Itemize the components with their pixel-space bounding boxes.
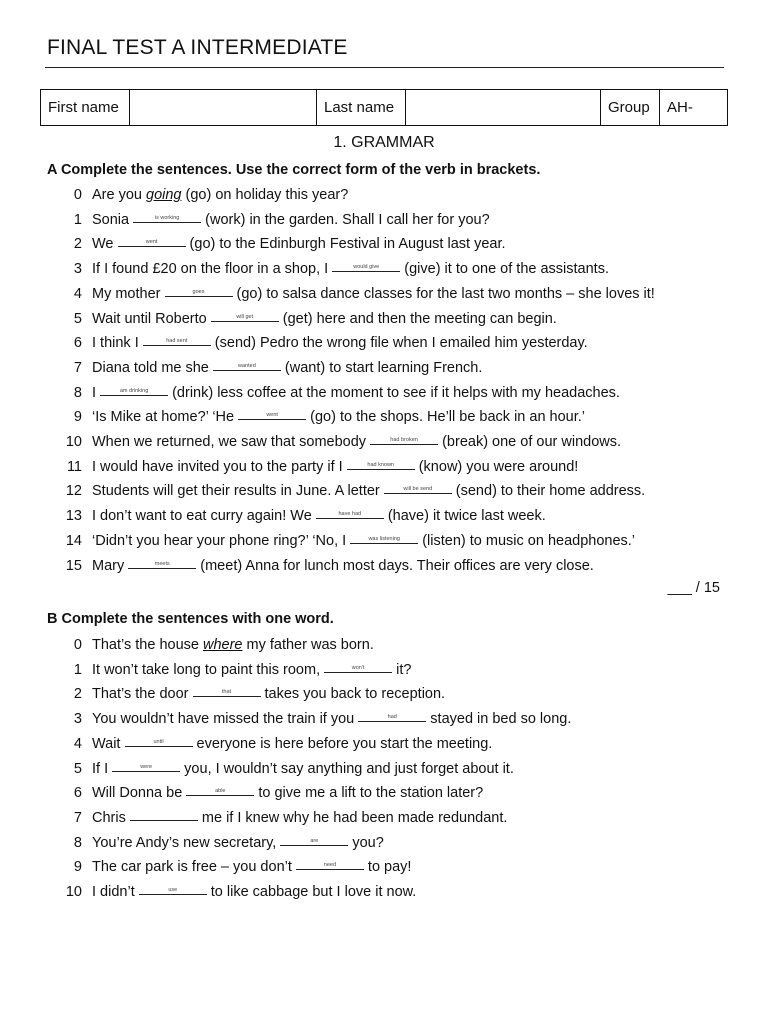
question-text: Are you going (go) on holiday this year?	[92, 187, 349, 203]
question-row	[0, 832, 768, 854]
example-answer: where	[202, 637, 243, 653]
part-b-heading: B Complete the sentences with one word.	[47, 611, 334, 627]
answer-blank[interactable]	[370, 432, 438, 447]
section-heading: 1. GRAMMAR	[333, 134, 435, 151]
last-name-label: Last name	[317, 90, 406, 126]
question-text: Wait until everyone is here before you start the meeting.	[92, 733, 492, 755]
question-number: 5	[73, 310, 82, 327]
question-text: I think I had sent (send) Pedro the wrong file when I emailed him yesterday.	[92, 332, 588, 354]
student-info-table	[40, 89, 728, 126]
answer-blank[interactable]	[280, 832, 348, 847]
question-number: 2	[73, 686, 82, 703]
handwritten-answer: able	[215, 788, 226, 795]
question-row	[0, 332, 768, 354]
part-a-heading: A Complete the sentences. Use the correct form of the verb in brackets.	[47, 162, 541, 178]
answer-blank[interactable]	[118, 234, 186, 249]
question-number: 9	[73, 859, 82, 876]
handwritten-answer: are	[310, 837, 319, 844]
question-row	[0, 258, 768, 280]
question-row	[0, 733, 768, 755]
question-text: When we returned, we saw that somebody had broken (break) one of our windows.	[92, 431, 621, 453]
question-text: It won’t take long to paint this room, won't it?	[92, 659, 411, 681]
answer-blank[interactable]	[296, 857, 364, 872]
question-number: 7	[73, 359, 82, 376]
question-number: 13	[65, 508, 82, 525]
last-name-field[interactable]	[406, 90, 601, 126]
handwritten-answer: am drinking	[119, 387, 149, 394]
question-number: 0	[73, 637, 82, 653]
question-number: 6	[73, 785, 82, 802]
handwritten-answer: were	[140, 763, 153, 770]
question-row	[0, 283, 768, 305]
question-row	[0, 382, 768, 404]
question-row	[0, 758, 768, 780]
question-row	[0, 480, 768, 502]
answer-blank[interactable]	[100, 382, 168, 397]
question-text: ‘Is Mike at home?’ ‘He went (go) to the shops. He’ll be back in an hour.’	[92, 406, 585, 428]
answer-blank[interactable]	[165, 283, 233, 298]
question-row	[0, 308, 768, 330]
question-number: 15	[65, 557, 82, 574]
answer-blank[interactable]	[213, 357, 281, 372]
handwritten-answer: meets	[154, 560, 170, 567]
answer-blank[interactable]	[332, 259, 400, 274]
question-row	[0, 456, 768, 478]
handwritten-answer: went	[266, 412, 278, 419]
handwritten-answer: had	[387, 714, 397, 721]
question-text: If I were you, I wouldn’t say anything and just forget about it.	[92, 758, 514, 780]
answer-blank[interactable]	[350, 530, 418, 545]
question-number: 1	[73, 211, 82, 228]
question-row	[0, 530, 768, 552]
answer-blank[interactable]	[143, 333, 211, 348]
answer-blank[interactable]	[347, 456, 415, 471]
answer-blank[interactable]	[130, 807, 198, 822]
handwritten-answer: use	[168, 887, 178, 893]
question-text: I am drinking (drink) less coffee at the moment to see if it helps with my headaches.	[92, 382, 620, 404]
question-text: I would have invited you to the party if I had known (know) you were around!	[92, 456, 578, 478]
question-row	[0, 406, 768, 428]
handwritten-answer: will be send	[403, 486, 433, 493]
question-row	[0, 881, 768, 903]
answer-blank[interactable]	[139, 882, 207, 897]
question-text: We went (go) to the Edinburgh Festival in August last year.	[92, 233, 506, 255]
handwritten-answer: wanted	[238, 362, 256, 369]
question-text: You’re Andy’s new secretary, are you?	[92, 832, 384, 854]
handwritten-answer: was listening	[368, 535, 400, 542]
question-number: 8	[73, 834, 82, 851]
question-text: If I found £20 on the floor in a shop, I would give (give) it to one of the assistants.	[92, 258, 609, 280]
question-text: You wouldn’t have missed the train if you had stayed in bed so long.	[92, 708, 571, 730]
question-number: 4	[73, 285, 82, 302]
question-text: Diana told me she wanted (want) to start learning French.	[92, 357, 482, 379]
example-answer: going	[146, 187, 182, 203]
handwritten-answer: is working	[154, 214, 180, 221]
handwritten-answer: won't	[351, 664, 365, 671]
answer-blank[interactable]	[384, 481, 452, 496]
question-row	[0, 431, 768, 453]
group-label: Group	[601, 90, 660, 126]
question-text: Students will get their results in June. A letter will be send (send) to their home address.	[92, 480, 645, 502]
question-text: That’s the door that takes you back to reception.	[92, 683, 445, 705]
handwritten-answer: had sent	[166, 338, 188, 345]
handwritten-answer: will get	[236, 313, 254, 320]
answer-blank[interactable]	[112, 758, 180, 773]
test-title: FINAL TEST A INTERMEDIATE	[47, 36, 348, 59]
first-name-label: First name	[41, 90, 130, 126]
answer-blank[interactable]	[211, 308, 279, 323]
answer-blank[interactable]	[238, 407, 306, 422]
handwritten-answer: that	[221, 689, 232, 696]
answer-blank[interactable]	[193, 684, 261, 699]
question-row	[0, 555, 768, 577]
question-number: 3	[73, 261, 82, 278]
question-row	[0, 233, 768, 255]
question-text: Wait until Roberto will get (get) here and then the meeting can begin.	[92, 308, 557, 330]
question-row	[0, 209, 768, 231]
handwritten-answer: had known	[367, 461, 394, 468]
question-text: Sonia is working (work) in the garden. Shall I call her for you?	[92, 209, 490, 231]
question-text: That’s the house where my father was born.	[92, 637, 374, 653]
title-divider	[45, 67, 724, 68]
question-row	[0, 708, 768, 730]
question-row	[0, 634, 768, 656]
question-number: 4	[73, 735, 82, 752]
answer-blank[interactable]	[186, 783, 254, 798]
question-number: 12	[65, 483, 82, 500]
answer-blank[interactable]	[133, 209, 201, 224]
question-number: 10	[65, 884, 82, 900]
question-number: 0	[73, 187, 82, 203]
question-row	[0, 357, 768, 379]
answer-blank[interactable]	[324, 659, 392, 674]
answer-blank[interactable]	[358, 709, 426, 724]
part-a-score: ___ / 15	[667, 580, 720, 596]
question-number: 2	[73, 236, 82, 253]
question-number: 7	[73, 809, 82, 826]
question-row	[0, 505, 768, 527]
question-number: 10	[65, 434, 82, 450]
question-text: Mary meets (meet) Anna for lunch most days. Their offices are very close.	[92, 555, 594, 577]
question-row	[0, 807, 768, 829]
first-name-field[interactable]	[130, 90, 317, 126]
handwritten-answer: until	[153, 738, 164, 745]
question-row	[0, 856, 768, 878]
question-text: I don’t want to eat curry again! We have had (have) it twice last week.	[92, 505, 546, 527]
question-text: Chris me if I knew why he had been made redundant.	[92, 807, 507, 829]
question-number: 11	[66, 458, 82, 475]
question-text: Will Donna be able to give me a lift to the station later?	[92, 782, 483, 804]
handwritten-answer: went	[145, 239, 158, 246]
answer-blank[interactable]	[316, 506, 384, 521]
handwritten-answer: goes	[192, 288, 205, 295]
group-field[interactable]: AH-	[660, 90, 728, 126]
question-row	[0, 683, 768, 705]
answer-blank[interactable]	[128, 555, 196, 570]
question-row	[0, 184, 768, 206]
handwritten-answer: need	[323, 862, 337, 869]
handwritten-answer: had broken	[390, 437, 418, 443]
handwritten-answer: would give	[353, 264, 380, 271]
question-number: 9	[73, 409, 82, 426]
question-number: 3	[73, 711, 82, 728]
question-number: 8	[73, 384, 82, 401]
answer-blank[interactable]	[125, 733, 193, 748]
question-row	[0, 659, 768, 681]
handwritten-answer: have had	[338, 511, 362, 518]
question-text: I didn’t use to like cabbage but I love it now.	[92, 881, 416, 903]
question-number: 1	[73, 661, 82, 678]
question-row	[0, 782, 768, 804]
question-number: 14	[65, 532, 82, 549]
question-text: My mother goes (go) to salsa dance classes for the last two months – she loves it!	[92, 283, 655, 305]
question-text: The car park is free – you don’t need to pay!	[92, 856, 411, 878]
question-text: ‘Didn’t you hear your phone ring?’ ‘No, I was listening (listen) to music on headphones.’	[92, 530, 635, 552]
question-number: 6	[73, 335, 82, 352]
question-number: 5	[73, 760, 82, 777]
